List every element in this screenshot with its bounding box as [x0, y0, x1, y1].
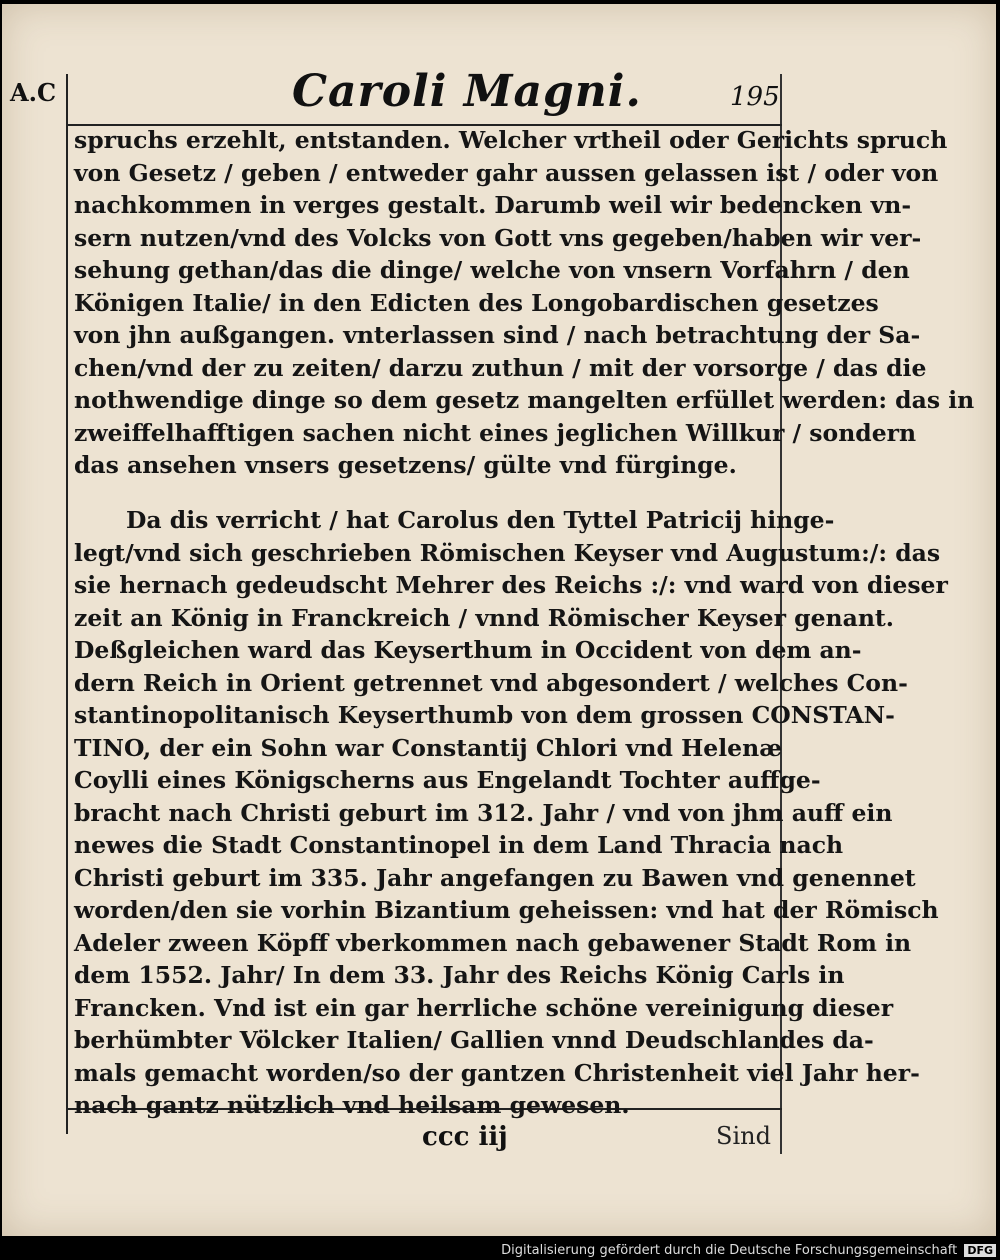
text-line: Coylli eines Königscherns aus Engelandt Tochter auffge-: [74, 766, 821, 794]
text-line: Deßgleichen ward das Keyserthum in Occident von dem an-: [74, 636, 862, 664]
text-line: das ansehen vnsers gesetzens/ gülte vnd fürginge.: [74, 451, 737, 479]
text-line: dern Reich in Orient getrennet vnd abgesondert / welches Con-: [74, 668, 908, 697]
text-line: berhümbter Völcker Italien/ Gallien vnnd Deudschlandes da-: [74, 1026, 874, 1054]
text-line: bracht nach Christi geburt im 312. Jahr / vnd von jhm auff ein: [74, 798, 893, 827]
text-line: TINO, der ein Sohn war Constantij Chlori vnd Helenæ: [74, 733, 783, 762]
text-line: chen/vnd der zu zeiten/ darzu zuthun / mit der vorsorge / das die: [74, 353, 927, 382]
text-line: stantinopolitanisch Keyserthumb von dem grossen CONSTAN-: [74, 701, 895, 729]
page-number: 195: [730, 82, 780, 112]
text-line: nachkommen in verges gestalt. Darumb weil wir bedencken vn-: [74, 191, 912, 219]
text-line: Francken. Vnd ist ein gar herrliche schöne vereinigung dieser: [74, 993, 894, 1022]
text-line: legt/vnd sich geschrieben Römischen Keyser vnd Augustum:/: das: [74, 538, 941, 567]
text-line: zweiffelhafftigen sachen nicht eines jeglichen Willkur / sondern: [74, 418, 917, 447]
text-line: sern nutzen/vnd des Volcks von Gott vns gegeben/haben wir ver-: [74, 223, 922, 252]
text-line: von jhn außgangen. vnterlassen sind / nach betrachtung der Sa-: [74, 321, 921, 349]
text-line: nothwendige dinge so dem gesetz mangelten erfüllet werden: das in: [74, 386, 975, 414]
text-line: Da dis verricht / hat Carolus den Tyttel Patricij hinge-: [126, 506, 835, 534]
text-line: sehung gethan/das die dinge/ welche von vnsern Vorfahrn / den: [74, 256, 910, 284]
text-line: mals gemacht worden/so der gantzen Christenheit viel Jahr her-: [74, 1058, 920, 1087]
dfg-logo: DFG: [964, 1244, 996, 1257]
text-line: nach gantz nützlich vnd heilsam gewesen.: [74, 1091, 630, 1119]
text-line: Christi geburt im 335. Jahr angefangen zu Bawen vnd genennet: [74, 863, 916, 892]
text-line: Königen Italie/ in den Edicten des Longobardischen gesetzes: [74, 288, 879, 317]
signature-mark: ccc iij: [422, 1122, 508, 1152]
text-line: von Gesetz / geben / entweder gahr aussen gelassen ist / oder von: [74, 158, 939, 187]
marginal-note: A.C: [10, 78, 57, 107]
credit-text: Digitalisierung gefördert durch die Deutsche Forschungsgemeinschaft: [501, 1243, 958, 1258]
text-line: worden/den sie vorhin Bizantium geheissen: vnd hat der Römisch: [74, 896, 939, 924]
text-line: dem 1552. Jahr/ In dem 33. Jahr des Reichs König Carls in: [74, 961, 845, 989]
left-frame-rule: [66, 74, 68, 1134]
text-line: newes die Stadt Constantinopel in dem Land Thracia nach: [74, 831, 844, 859]
text-line: spruchs erzehlt, entstanden. Welcher vrtheil oder Gerichts spruch: [74, 126, 948, 154]
book-page: [2, 4, 996, 1236]
running-header: Caroli Magni.: [292, 66, 642, 117]
paragraph-2: [74, 504, 948, 1122]
digitization-credit: [501, 1243, 996, 1258]
text-line: Adeler zween Köpff vberkommen nach gebawener Stadt Rom in: [74, 928, 912, 957]
text-line: sie hernach gedeudscht Mehrer des Reichs :/: vnd ward von dieser: [74, 571, 948, 599]
catchword: Sind: [716, 1122, 771, 1150]
text-line: zeit an König in Franckreich / vnnd Römischer Keyser genant.: [74, 603, 894, 632]
paragraph-1: [74, 124, 975, 482]
